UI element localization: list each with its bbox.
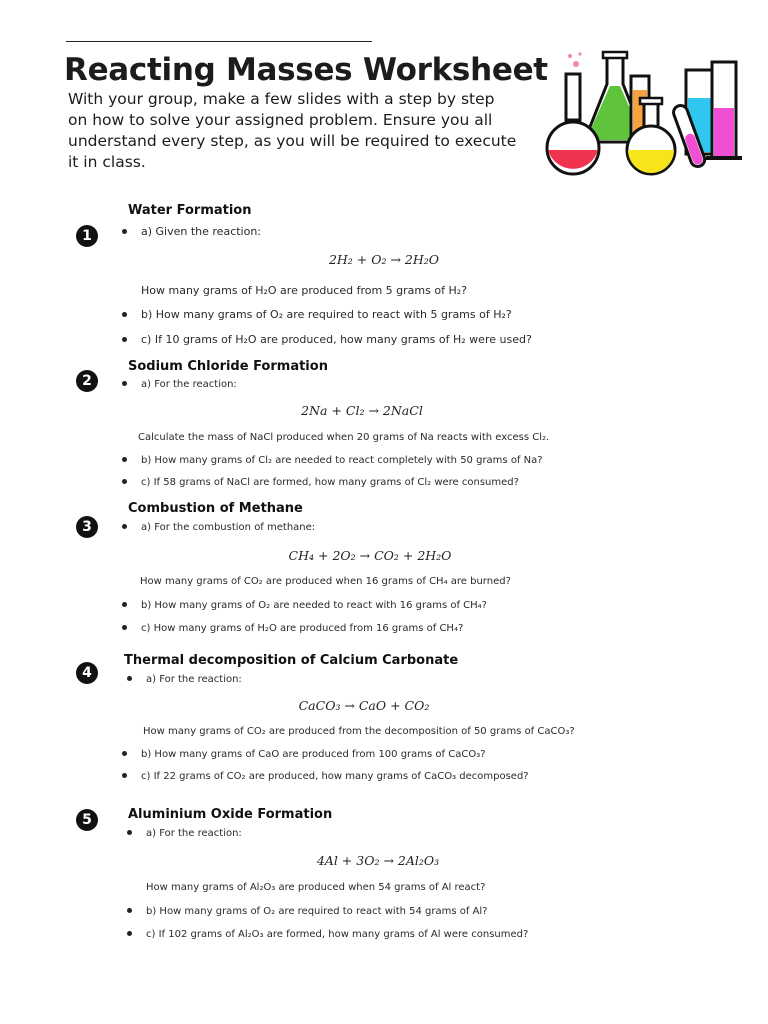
part-a	[122, 225, 261, 238]
reaction-equation: CH₄ + 2O₂ → CO₂ + 2H₂O	[288, 548, 452, 563]
section-title: Water Formation	[128, 203, 252, 218]
reaction-equation: 2Na + Cl₂ → 2NaCl	[301, 403, 423, 418]
part-c	[122, 333, 532, 346]
part-c	[122, 477, 519, 488]
problem-number-badge: 3	[76, 516, 98, 538]
intro-text: With your group, make a few slides with a step by step on how to solve your assigned problem. Ensure you all understand every step, as you will be required to execute it in class.	[68, 90, 517, 171]
question-text: How many grams of Al₂O₃ are produced when 54 grams of Al react?	[146, 882, 486, 893]
reaction-equation: CaCO₃ → CaO + CO₂	[298, 698, 430, 713]
part-b	[122, 749, 486, 760]
section-title: Combustion of Methane	[128, 501, 303, 516]
part-a-text: a) For the combustion of methane:	[141, 522, 316, 533]
top-rule	[66, 41, 372, 42]
part-c-text: c) If 10 grams of H₂O are produced, how many grams of H₂ were used?	[141, 333, 532, 346]
part-c-text: c) If 58 grams of NaCl are formed, how many grams of Cl₂ were consumed?	[141, 477, 519, 488]
part-c-text: c) If 102 grams of Al₂O₃ are formed, how many grams of Al were consumed?	[146, 929, 529, 940]
bullet-icon	[122, 524, 127, 529]
question-text: How many grams of CO₂ are produced from the decomposition of 50 grams of CaCO₃?	[143, 726, 575, 737]
question-text: How many grams of H₂O are produced from 5 grams of H₂?	[141, 284, 467, 297]
part-b	[122, 600, 487, 611]
bullet-icon	[122, 381, 127, 386]
section-title: Sodium Chloride Formation	[128, 359, 328, 374]
part-c-text: c) How many grams of H₂O are produced from 16 grams of CH₄?	[141, 623, 464, 634]
problem-number-badge: 2	[76, 370, 98, 392]
bullet-icon	[127, 931, 132, 936]
bullet-icon	[122, 312, 127, 317]
bullet-icon	[122, 229, 127, 234]
part-b-text: b) How many grams of O₂ are required to react with 5 grams of H₂?	[141, 308, 512, 321]
part-a	[127, 828, 242, 839]
part-b	[127, 906, 488, 917]
bullet-icon	[127, 908, 132, 913]
problem-number-badge: 4	[76, 662, 98, 684]
part-b-text: b) How many grams of Cl₂ are needed to react completely with 50 grams of Na?	[141, 455, 543, 466]
lab-flasks-icon	[540, 50, 745, 180]
bullet-icon	[122, 337, 127, 342]
problem-number-badge: 5	[76, 809, 98, 831]
part-b	[122, 455, 543, 466]
question-text: Calculate the mass of NaCl produced when 20 grams of Na reacts with excess Cl₂.	[138, 432, 550, 443]
part-c	[127, 929, 528, 940]
bullet-icon	[127, 676, 132, 681]
part-a-text: a) For the reaction:	[141, 379, 237, 390]
reaction-equation: 2H₂ + O₂ → 2H₂O	[328, 252, 440, 267]
part-a-text: a) Given the reaction:	[141, 225, 262, 238]
problem-number-badge: 1	[76, 225, 98, 247]
question-text: How many grams of CO₂ are produced when 16 grams of CH₄ are burned?	[140, 576, 511, 587]
bullet-icon	[122, 751, 127, 756]
part-a	[122, 379, 237, 390]
part-b-text: b) How many grams of CaO are produced from 100 grams of CaCO₃?	[141, 749, 486, 760]
section-title: Aluminium Oxide Formation	[128, 807, 333, 822]
part-a-text: a) For the reaction:	[146, 828, 242, 839]
section-title: Thermal decomposition of Calcium Carbonate	[124, 653, 459, 668]
bullet-icon	[122, 773, 127, 778]
bullet-icon	[122, 457, 127, 462]
part-b	[122, 308, 512, 321]
bullet-icon	[122, 625, 127, 630]
part-c-text: c) If 22 grams of CO₂ are produced, how many grams of CaCO₃ decomposed?	[141, 771, 529, 782]
part-c	[122, 771, 529, 782]
bullet-icon	[127, 830, 132, 835]
part-c	[122, 623, 463, 634]
part-a	[127, 674, 242, 685]
part-a-text: a) For the reaction:	[146, 674, 242, 685]
part-b-text: b) How many grams of O₂ are needed to react with 16 grams of CH₄?	[141, 600, 487, 611]
page-title: Reacting Masses Worksheet	[64, 52, 548, 88]
part-a	[122, 522, 315, 533]
part-b-text: b) How many grams of O₂ are required to react with 54 grams of Al?	[146, 906, 488, 917]
bullet-icon	[122, 479, 127, 484]
reaction-equation: 4Al + 3O₂ → 2Al₂O₃	[316, 853, 440, 868]
bullet-icon	[122, 602, 127, 607]
